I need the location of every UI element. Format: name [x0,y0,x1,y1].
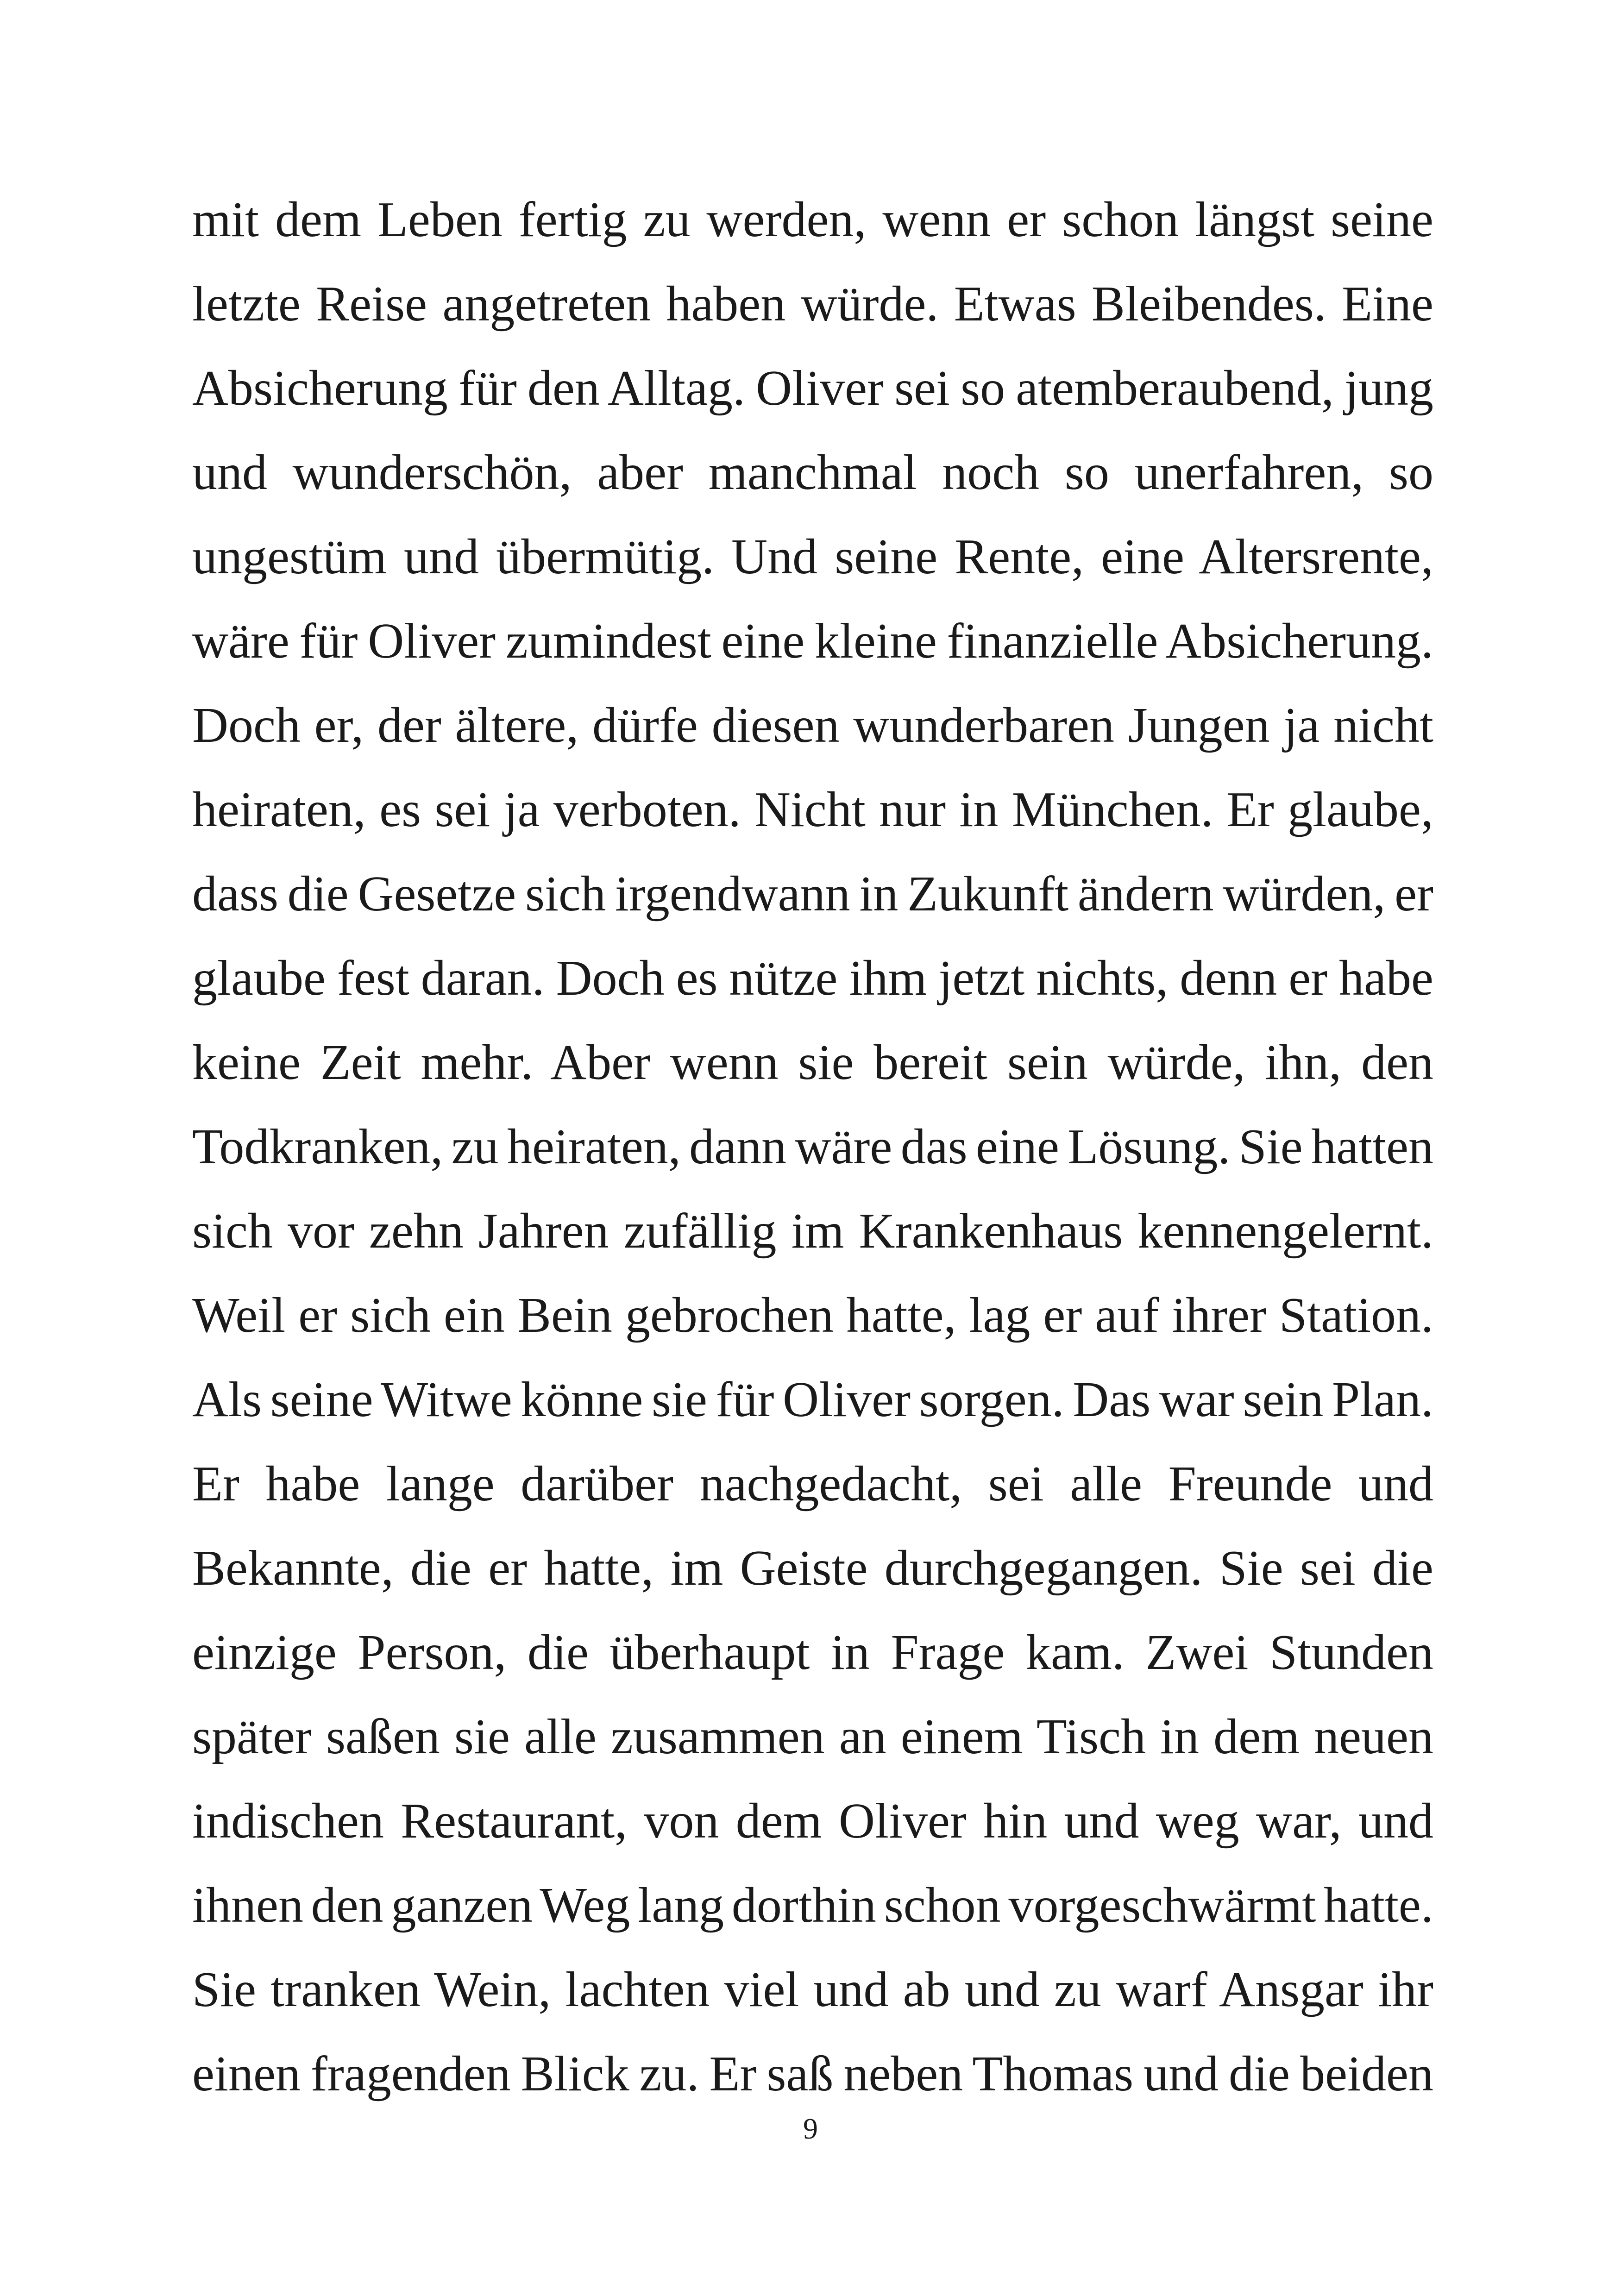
text-line: Bekannte, die er hatte, im Geiste durchgegangen. Sie sei die [192,1541,1433,1596]
text-line: Doch er, der ältere, dürfe diesen wunderbaren Jungen ja nicht [192,698,1433,753]
text-line: später saßen sie alle zusammen an einem Tisch in dem neuen [192,1709,1433,1764]
text-line: heiraten, es sei ja verboten. Nicht nur in München. Er glaube, [192,782,1433,837]
page-number: 9 [803,2112,818,2145]
text-line: glaube fest daran. Doch es nütze ihm jetzt nichts, denn er habe [192,951,1433,1006]
text-line: Als seine Witwe könne sie für Oliver sorgen. Das war sein Plan. [192,1372,1433,1427]
text-line: indischen Restaurant, von dem Oliver hin und weg war, und [192,1794,1433,1849]
text-line: Er habe lange darüber nachgedacht, sei alle Freunde und [192,1456,1433,1512]
text-line: letzte Reise angetreten haben würde. Etwas Bleibendes. Eine [192,276,1433,332]
text-line: Absicherung für den Alltag. Oliver sei so atemberaubend, jung [192,361,1433,416]
text-line: Weil er sich ein Bein gebrochen hatte, lag er auf ihrer Station. [192,1288,1433,1343]
text-line: ungestüm und übermütig. Und seine Rente, eine Altersrente, [192,529,1433,584]
text-line: wäre für Oliver zumindest eine kleine finanzielle Absicherung. [192,614,1433,669]
text-line: Todkranken, zu heiraten, dann wäre das eine Lösung. Sie hatten [192,1119,1433,1174]
text-line: einen fragenden Blick zu. Er saß neben Thomas und die beiden [192,2046,1433,2102]
text-line: einzige Person, die überhaupt in Frage kam. Zwei Stunden [192,1625,1433,1680]
text-line: ihnen den ganzen Weg lang dorthin schon vorgeschwärmt hatte. [192,1878,1433,1933]
text-line: sich vor zehn Jahren zufällig im Krankenhaus kennengelernt. [192,1204,1433,1259]
text-line: mit dem Leben fertig zu werden, wenn er schon längst seine [192,192,1433,247]
text-line: Sie tranken Wein, lachten viel und ab und zu warf Ansgar ihr [192,1962,1433,2017]
text-line: und wunderschön, aber manchmal noch so unerfahren, so [192,445,1433,500]
text-line: keine Zeit mehr. Aber wenn sie bereit sein würde, ihn, den [192,1035,1433,1090]
text-line: dass die Gesetze sich irgendwann in Zukunft ändern würden, er [192,866,1433,922]
